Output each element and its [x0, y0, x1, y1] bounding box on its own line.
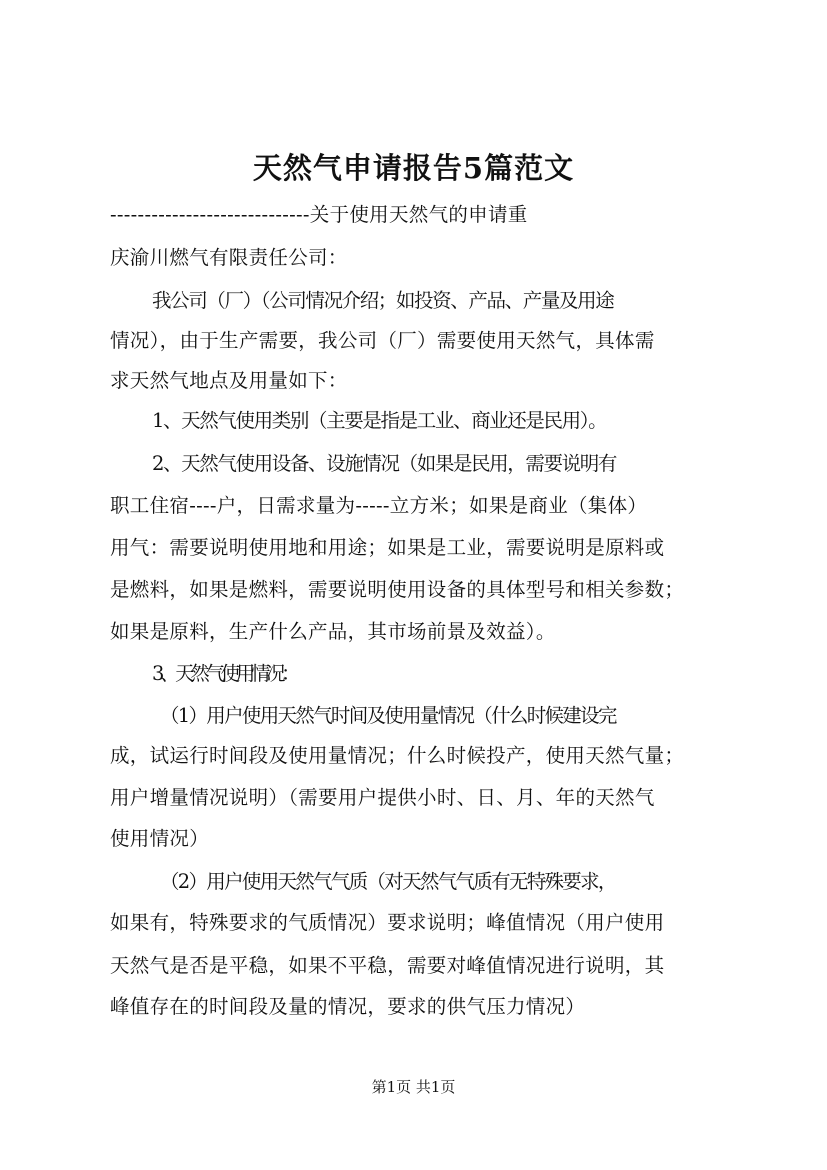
- body-line: 3、天然气使用情况：: [152, 662, 297, 685]
- body-line: 2、天然气使用设备、设施情况（如果是民用，需要说明有: [152, 452, 617, 475]
- body-line: 峰值存在的时间段及量的情况，要求的供气压力情况）: [110, 995, 586, 1018]
- body-line: 求天然气地点及用量如下：: [110, 369, 348, 392]
- body-line: （1）用户使用天然气时间及使用量情况（什么时候建设完: [160, 704, 616, 727]
- body-line: 情况），由于生产需要，我公司（厂）需要使用天然气，具体需: [110, 329, 655, 352]
- body-line: 使用情况）: [110, 827, 210, 850]
- body-line: 职工住宿----户，日需求量为-----立方米；如果是商业（集体）: [110, 494, 648, 517]
- document-title: 天然气申请报告5篇范文: [252, 151, 575, 185]
- body-line: 如果是原料，生产什么产品，其市场前景及效益）。: [110, 620, 556, 643]
- body-line: （2）用户使用天然气气质（对天然气气质有无特殊要求，: [160, 870, 616, 893]
- body-line: 1、天然气使用类别（主要是指是工业、商业还是民用）。: [152, 409, 607, 432]
- body-line: 用气：需要说明使用地和用途；如果是工业，需要说明是原料或: [110, 536, 665, 559]
- body-line: 庆渝川燃气有限责任公司：: [110, 246, 348, 269]
- body-line: 用户增量情况说明）（需要用户提供小时、日、月、年的天然气: [110, 786, 655, 809]
- body-line: 我公司（厂）（公司情况介绍；如投资、产品、产量及用途: [152, 289, 614, 312]
- body-line: -----------------------------关于使用天然气的申请重: [110, 203, 528, 226]
- body-line: 是燃料，如果是燃料，需要说明使用设备的具体型号和相关参数；: [110, 578, 685, 601]
- body-line: 成，试运行时间段及使用量情况；什么时候投产，使用天然气量；: [110, 744, 685, 767]
- page-footer: 第1页 共1页: [371, 1078, 456, 1096]
- body-line: 天然气是否是平稳，如果不平稳，需要对峰值情况进行说明，其: [110, 954, 665, 977]
- body-line: 如果有，特殊要求的气质情况）要求说明；峰值情况（用户使用: [110, 911, 665, 934]
